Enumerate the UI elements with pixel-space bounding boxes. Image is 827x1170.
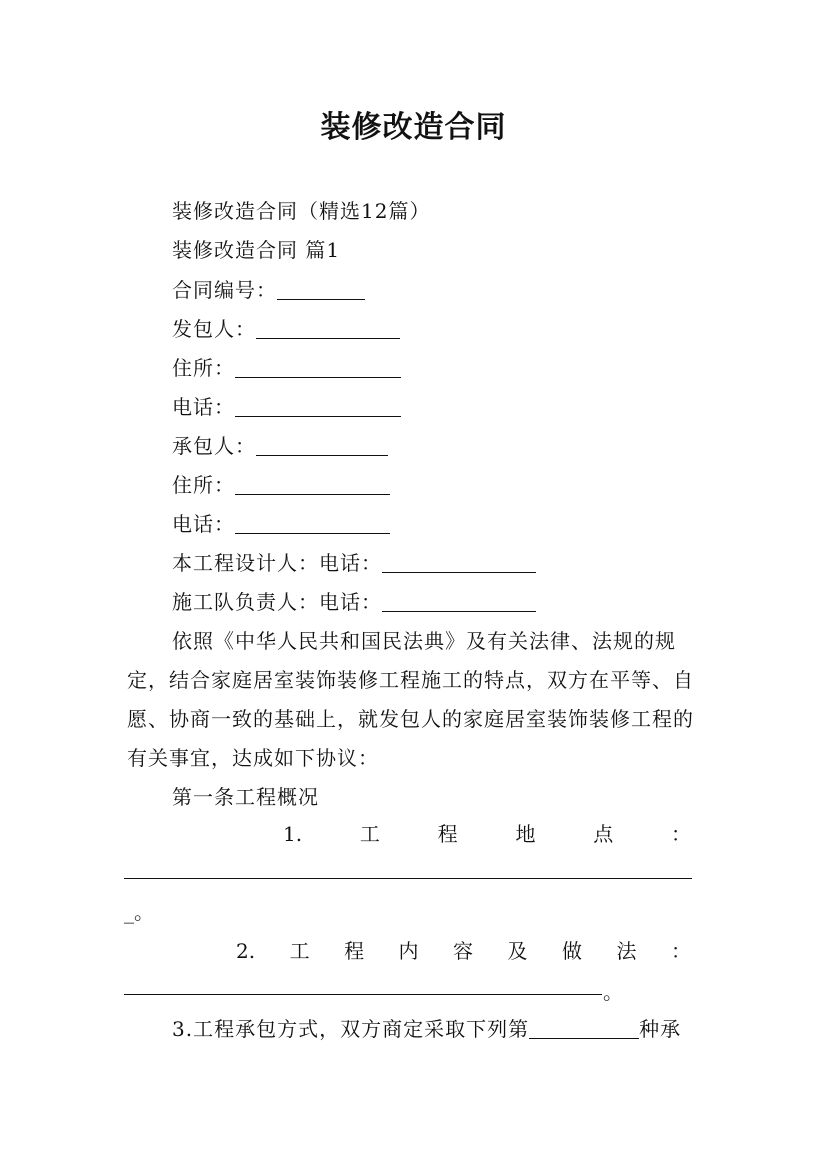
item1-char: 程 — [437, 822, 458, 846]
blank-line — [382, 552, 536, 573]
item1-char: ： — [671, 822, 691, 846]
blank-line — [235, 396, 401, 417]
item1-line — [283, 820, 691, 848]
item2-tail: 。 — [603, 980, 623, 1004]
item1-char: 1. — [283, 822, 303, 846]
field-label: 承包人： — [172, 434, 256, 458]
field-label: 住所： — [172, 356, 235, 380]
contractor-phone-field — [172, 510, 390, 538]
item1-char: 地 — [515, 822, 536, 846]
item2-line — [236, 937, 691, 965]
designer-phone-field — [172, 549, 536, 577]
article-heading: 第一条工程概况 — [172, 785, 319, 809]
item2-char: 2. — [236, 939, 256, 963]
item2-blank-line — [124, 994, 602, 995]
blank-line — [256, 435, 388, 456]
item3-text-after: 种承 — [639, 1017, 682, 1041]
item1-tail: _。 — [124, 900, 154, 924]
item1-blank-line — [124, 878, 692, 879]
item2-char: 容 — [453, 939, 474, 963]
field-label: 发包人： — [172, 317, 256, 341]
item2-char: 内 — [398, 939, 419, 963]
field-label: 本工程设计人：电话： — [172, 551, 382, 575]
contractor-address-field — [172, 471, 390, 499]
document-subtitle: 装修改造合同（精选12篇） — [172, 199, 431, 223]
item2-char: ： — [670, 939, 691, 963]
blank-line — [277, 279, 365, 300]
field-label: 合同编号： — [172, 278, 277, 302]
item3-text: 3.工程承包方式，双方商定采取下列第 — [172, 1017, 530, 1041]
blank-line — [529, 1018, 639, 1039]
contractor-field — [172, 432, 388, 460]
section-heading: 装修改造合同 篇1 — [172, 238, 341, 262]
blank-line — [235, 474, 390, 495]
item2-char: 程 — [344, 939, 365, 963]
item1-char: 点 — [593, 822, 614, 846]
item2-char: 及 — [507, 939, 528, 963]
team-leader-phone-field — [172, 588, 536, 616]
item2-char: 法 — [616, 939, 637, 963]
field-label: 施工队负责人：电话： — [172, 590, 382, 614]
employer-field — [172, 315, 400, 343]
field-label: 电话： — [172, 395, 235, 419]
blank-line — [256, 318, 400, 339]
employer-address-field — [172, 354, 401, 382]
item3-line — [172, 1015, 681, 1043]
blank-line — [382, 591, 536, 612]
field-label: 电话： — [172, 512, 235, 536]
field-label: 住所： — [172, 473, 235, 497]
agreement-paragraph: 依照《中华人民共和国民法典》及有关法律、法规的规定，结合家庭居室装饰装修工程施工的特点，双方在平等、自愿、协商一致的基础上，就发包人的家庭居室装饰装修工程的有关事宜，达成如下协议： — [127, 629, 694, 770]
blank-line — [235, 357, 401, 378]
item1-char: 工 — [359, 822, 380, 846]
document-title: 装修改造合同 — [320, 110, 507, 145]
item2-char: 做 — [562, 939, 582, 963]
blank-line — [235, 513, 390, 534]
item2-char: 工 — [289, 939, 310, 963]
employer-phone-field — [172, 393, 401, 421]
contract-number-field — [172, 276, 365, 304]
